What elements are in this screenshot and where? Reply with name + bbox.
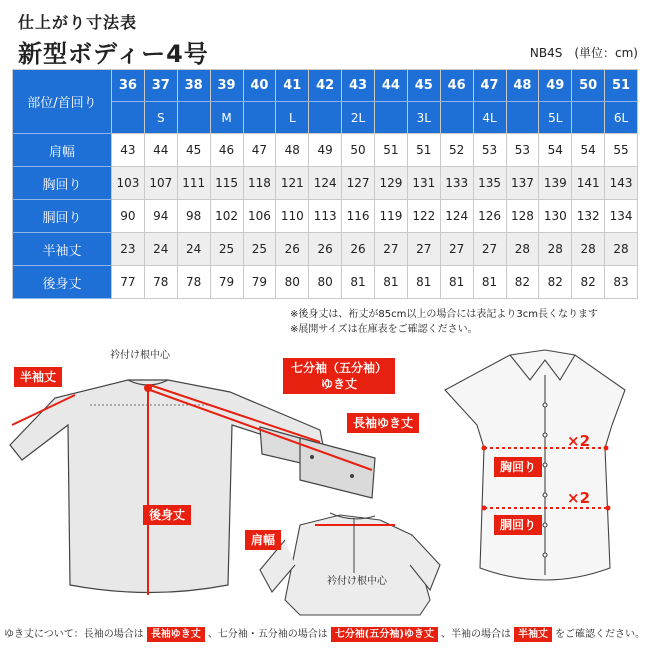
table-cell: 27: [375, 233, 408, 266]
table-cell: 47: [243, 134, 276, 167]
footer-note: [4, 625, 650, 640]
neck-size-header: 37: [144, 70, 177, 102]
table-cell: 28: [605, 233, 638, 266]
chest-times-label: ×2: [567, 432, 591, 450]
table-cell: 53: [473, 134, 506, 167]
table-cell: 133: [440, 167, 473, 200]
size-table: [12, 69, 638, 299]
table-cell: 110: [276, 200, 309, 233]
corner-label: 部位/首回り: [13, 70, 112, 134]
table-cell: 26: [276, 233, 309, 266]
three-quarter-sleeve-badge: [283, 358, 395, 394]
table-cell: 81: [375, 266, 408, 299]
table-cell: 130: [539, 200, 572, 233]
table-cell: 98: [177, 200, 210, 233]
footer-text-3: 、半袖の場合は: [440, 629, 511, 640]
table-cell: 119: [375, 200, 408, 233]
letter-size-header: [112, 102, 145, 134]
neck-size-header: 46: [440, 70, 473, 102]
table-cell: 79: [210, 266, 243, 299]
table-cell: 115: [210, 167, 243, 200]
table-cell: 78: [177, 266, 210, 299]
table-cell: 103: [112, 167, 145, 200]
table-cell: 25: [210, 233, 243, 266]
neck-size-header: 43: [342, 70, 375, 102]
table-cell: 126: [473, 200, 506, 233]
table-cell: 45: [177, 134, 210, 167]
neck-size-header: 49: [539, 70, 572, 102]
table-cell: 82: [572, 266, 605, 299]
table-cell: 53: [506, 134, 539, 167]
table-cell: 107: [144, 167, 177, 200]
table-row: [13, 200, 638, 233]
table-cell: 90: [112, 200, 145, 233]
table-cell: 28: [539, 233, 572, 266]
row-label: 後身丈: [13, 266, 112, 299]
table-cell: 143: [605, 167, 638, 200]
letter-size-header: 4L: [473, 102, 506, 134]
shoulder-view-shirt-icon: [260, 513, 440, 615]
letter-size-header: 3L: [407, 102, 440, 134]
table-cell: 102: [210, 200, 243, 233]
table-cell: 77: [112, 266, 145, 299]
table-cell: 132: [572, 200, 605, 233]
footer-badge-three-quarter: 七分袖(五分袖)ゆき丈: [331, 627, 438, 642]
table-cell: 111: [177, 167, 210, 200]
footer-text-1: ゆき丈について：長袖の場合は: [4, 629, 144, 640]
collar-center-label-top: 衿付け根中心: [110, 350, 170, 361]
table-cell: 80: [309, 266, 342, 299]
letter-size-header: L: [276, 102, 309, 134]
table-cell: 50: [342, 134, 375, 167]
body-type-title: 新型ボディー4号: [18, 40, 209, 68]
neck-size-header: 51: [605, 70, 638, 102]
neck-size-header: 40: [243, 70, 276, 102]
page-title: 仕上がり寸法表: [18, 13, 138, 32]
table-cell: 54: [539, 134, 572, 167]
letter-size-header: S: [144, 102, 177, 134]
table-cell: 44: [144, 134, 177, 167]
table-cell: 137: [506, 167, 539, 200]
table-cell: 122: [407, 200, 440, 233]
table-cell: 52: [440, 134, 473, 167]
table-cell: 23: [112, 233, 145, 266]
table-cell: 128: [506, 200, 539, 233]
table-cell: 27: [440, 233, 473, 266]
row-label: 胴回り: [13, 200, 112, 233]
neck-size-header: 44: [375, 70, 408, 102]
row-label: 胸回り: [13, 167, 112, 200]
table-cell: 81: [407, 266, 440, 299]
table-cell: 139: [539, 167, 572, 200]
table-cell: 78: [144, 266, 177, 299]
table-cell: 28: [506, 233, 539, 266]
collar-center-label-bottom: 衿付け根中心: [327, 576, 387, 587]
note-back-length: ※後身丈は、裄丈が85cm以上の場合には表記より3cm長くなります: [290, 309, 598, 320]
short-sleeve-badge: 半袖丈: [14, 367, 62, 387]
table-cell: 131: [407, 167, 440, 200]
table-row: [13, 134, 638, 167]
table-cell: 55: [605, 134, 638, 167]
table-cell: 26: [309, 233, 342, 266]
table-cell: 27: [473, 233, 506, 266]
table-cell: 27: [407, 233, 440, 266]
table-cell: 80: [276, 266, 309, 299]
table-cell: 94: [144, 200, 177, 233]
neck-size-header: 47: [473, 70, 506, 102]
letter-size-header: [177, 102, 210, 134]
footer-text-2: 、七分袖・五分袖の場合は: [207, 629, 328, 640]
long-sleeve-badge: 長袖ゆき丈: [347, 413, 419, 433]
table-cell: 51: [407, 134, 440, 167]
table-cell: 81: [342, 266, 375, 299]
table-cell: 134: [605, 200, 638, 233]
letter-size-header: [309, 102, 342, 134]
table-cell: 124: [440, 200, 473, 233]
table-cell: 113: [309, 200, 342, 233]
table-cell: 51: [375, 134, 408, 167]
table-cell: 81: [440, 266, 473, 299]
model-unit-label: NB4S (単位：cm): [529, 46, 638, 60]
table-cell: 118: [243, 167, 276, 200]
footer-badge-long: 長袖ゆき丈: [147, 627, 205, 642]
table-cell: 24: [144, 233, 177, 266]
letter-size-header: 6L: [605, 102, 638, 134]
waist-times-label: ×2: [567, 489, 591, 507]
table-cell: 82: [506, 266, 539, 299]
table-cell: 81: [473, 266, 506, 299]
three-quarter-line1: 七分袖（五分袖）: [291, 361, 388, 375]
table-cell: 141: [572, 167, 605, 200]
letter-size-header: [440, 102, 473, 134]
neck-size-header: 42: [309, 70, 342, 102]
table-cell: 79: [243, 266, 276, 299]
chest-badge: 胸回り: [494, 457, 542, 477]
table-cell: 116: [342, 200, 375, 233]
table-cell: 54: [572, 134, 605, 167]
table-cell: 135: [473, 167, 506, 200]
table-row: [13, 233, 638, 266]
table-cell: 43: [112, 134, 145, 167]
neck-size-header: 50: [572, 70, 605, 102]
table-cell: 26: [342, 233, 375, 266]
neck-size-header: 38: [177, 70, 210, 102]
table-cell: 46: [210, 134, 243, 167]
letter-size-header: [572, 102, 605, 134]
table-cell: 121: [276, 167, 309, 200]
table-row: [13, 266, 638, 299]
neck-size-header: 36: [112, 70, 145, 102]
table-cell: 24: [177, 233, 210, 266]
waist-badge: 胴回り: [494, 515, 542, 535]
neck-size-header: 39: [210, 70, 243, 102]
shoulder-badge: 肩幅: [245, 530, 281, 550]
table-cell: 83: [605, 266, 638, 299]
letter-size-header: 5L: [539, 102, 572, 134]
three-quarter-line2: ゆき丈: [321, 377, 358, 391]
table-cell: 127: [342, 167, 375, 200]
table-cell: 49: [309, 134, 342, 167]
letter-size-header: 2L: [342, 102, 375, 134]
table-cell: 82: [539, 266, 572, 299]
letter-size-header: [506, 102, 539, 134]
table-cell: 106: [243, 200, 276, 233]
neck-size-header: 45: [407, 70, 440, 102]
note-stock: ※展開サイズは在庫表をご確認ください。: [290, 324, 478, 335]
table-cell: 48: [276, 134, 309, 167]
row-label: 半袖丈: [13, 233, 112, 266]
table-cell: 25: [243, 233, 276, 266]
footer-badge-short: 半袖丈: [514, 627, 552, 642]
table-cell: 28: [572, 233, 605, 266]
row-label: 肩幅: [13, 134, 112, 167]
table-cell: 124: [309, 167, 342, 200]
letter-size-header: M: [210, 102, 243, 134]
table-cell: 129: [375, 167, 408, 200]
neck-size-header: 48: [506, 70, 539, 102]
letter-size-header: [375, 102, 408, 134]
table-row: [13, 167, 638, 200]
back-length-badge: 後身丈: [143, 505, 191, 525]
neck-size-header: 41: [276, 70, 309, 102]
letter-size-header: [243, 102, 276, 134]
footer-text-4: をご確認ください。: [554, 629, 645, 640]
